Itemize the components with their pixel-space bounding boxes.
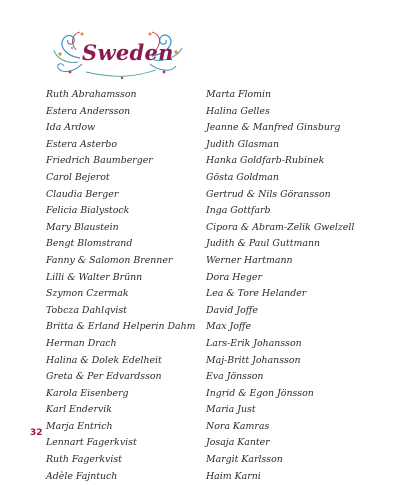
name-entry: Adèle Fajntuch (46, 470, 118, 482)
name-entry: Haim Karni (206, 470, 261, 482)
name-entry: Jeanne & Manfred Ginsburg (206, 122, 341, 134)
name-entry: Eva Jönsson (206, 371, 264, 383)
name-entry: Lennart Fagerkvist (46, 437, 137, 449)
name-entry: Nora Kamras (206, 420, 270, 432)
name-entry: Marta Flomin (206, 89, 272, 100)
name-entry: Herman Drach (46, 337, 117, 349)
name-entry: Gertrud & Nils Göransson (206, 188, 331, 200)
name-entry: Hanka Goldfarb-Rubinek (206, 155, 325, 167)
name-entry: Judith & Paul Guttmann (206, 238, 321, 250)
name-entry: Maj-Britt Johansson (206, 354, 301, 366)
name-entry: David Joffe (206, 304, 258, 316)
name-entry: Josaja Kanter (206, 437, 270, 449)
page-number: 32 (30, 428, 43, 438)
name-entry: Werner Hartmann (206, 254, 293, 266)
name-entry: Halina Gelles (206, 105, 270, 117)
name-entry: Fanny & Salomon Brenner (46, 254, 173, 266)
name-entry: Gösta Goldman (206, 171, 279, 183)
name-entry: Estera Andersson (46, 105, 131, 117)
name-entry: Szymon Czermak (46, 288, 129, 300)
name-entry: Bengt Blomstrand (46, 238, 133, 250)
name-entry: Lilli & Walter Brünn (46, 271, 143, 283)
name-entry: Halina & Dolek Edelheit (46, 354, 162, 366)
name-entry: Lars-Erik Johansson (206, 337, 302, 349)
name-entry: Cipora & Abram-Zelik Gwelzell (206, 221, 355, 233)
name-entry: Ida Ardow (46, 122, 96, 134)
name-list-left (46, 87, 198, 485)
name-entry: Tobcza Dahlqvist (46, 304, 127, 316)
name-entry: Friedrich Baumberger (46, 155, 153, 167)
name-entry: Lea & Tore Helander (206, 288, 307, 300)
name-entry: Maria Just (206, 404, 256, 416)
name-entry: Estera Asterbo (46, 138, 118, 150)
name-entry: Karl Endervik (46, 404, 112, 416)
name-entry: Ruth Fagerkvist (46, 454, 122, 466)
name-entry: Ruth Abrahamsson (46, 89, 137, 100)
name-entry: Mary Blaustein (46, 221, 119, 233)
name-list-right (206, 87, 376, 485)
name-entry: Marja Entrich (46, 420, 113, 432)
name-entry: Inga Gottfarb (206, 205, 271, 217)
title-block (52, 28, 184, 82)
name-entry: Claudia Berger (46, 188, 119, 200)
name-entry: Ingrid & Egon Jönsson (206, 387, 314, 399)
page-title: Sweden (82, 40, 174, 65)
name-entry: Carol Bejerot (46, 171, 110, 183)
name-entry: Britta & Erland Helperin Dahm (46, 321, 196, 333)
name-entry: Margit Karlsson (206, 454, 283, 466)
name-entry: Judith Glasman (206, 138, 279, 150)
name-entry: Karola Eisenberg (46, 387, 129, 399)
name-entry: Greta & Per Edvardsson (46, 371, 162, 383)
name-entry: Max Joffe (206, 321, 252, 333)
name-entry: Felicia Bialystock (46, 205, 130, 217)
name-entry: Dora Heger (206, 271, 262, 283)
